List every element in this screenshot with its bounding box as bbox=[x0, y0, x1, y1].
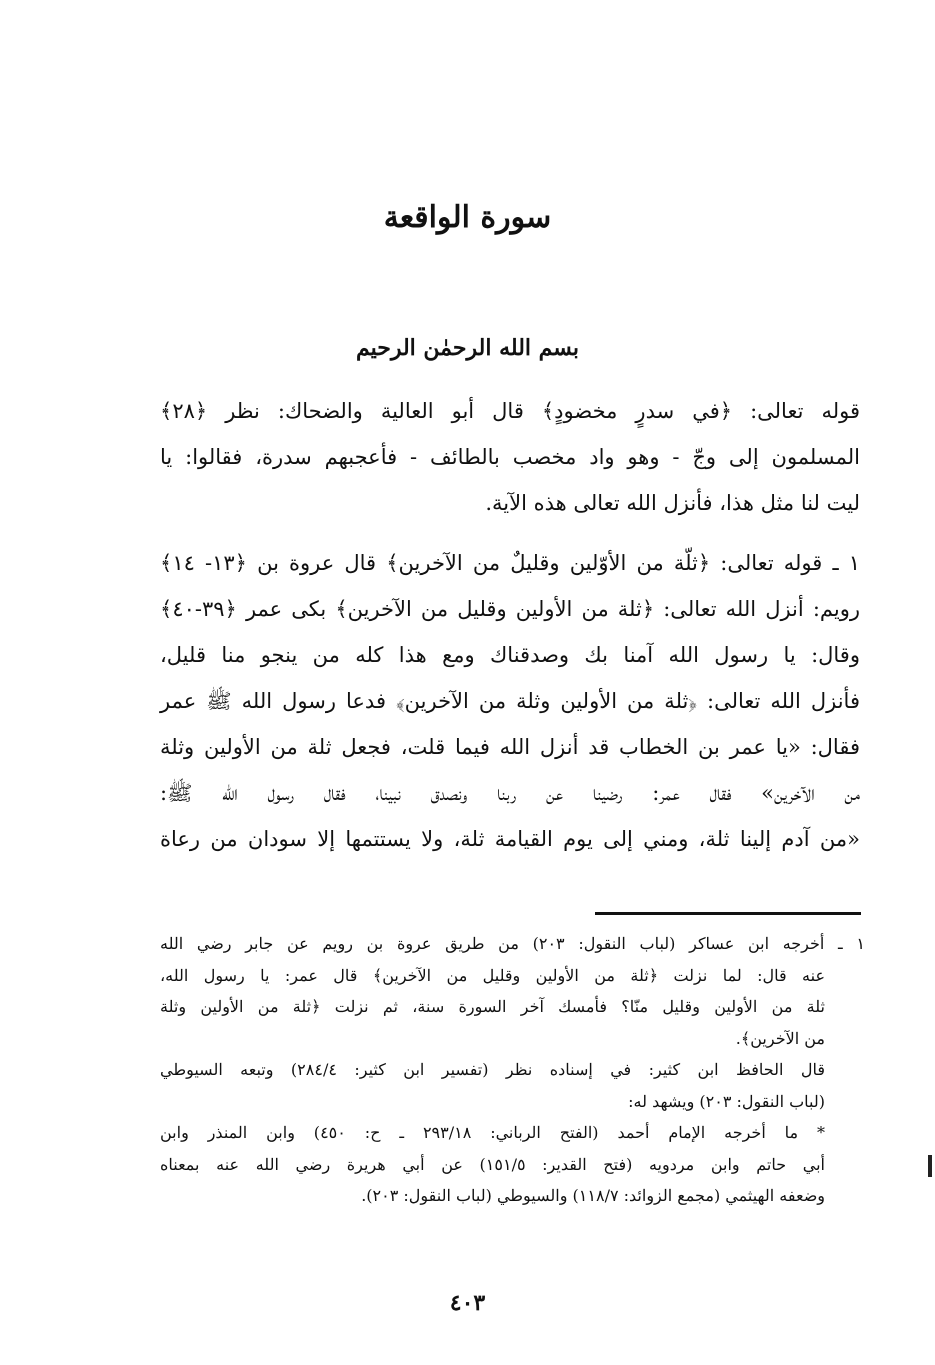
paragraph-2-line: وقال: يا رسول الله آمنا بك وصدقناك ومع هذا كله من ينجو منا قليل، bbox=[160, 643, 860, 667]
footnote-line: عنه قال: لما نزلت ﴿ثلة من الأولين وقليل من الآخرين﴾ قال عمر: يا رسول الله، bbox=[160, 965, 825, 985]
footnote-line: ثلة من الأولين وقليل منّا؟ فأمسك آخر السورة سنة، ثم نزلت ﴿ثلة من الأولين وثلة bbox=[160, 997, 825, 1016]
paragraph-1-line: المسلمون إلى وجّ - وهو واد مخصب بالطائف - فأعجبهم سدرة، فقالوا: يا bbox=[160, 445, 860, 469]
paragraph-1-line: قوله تعالى: ﴿في سدرٍ مخضودٍ﴾ قال أبو العالية والضحاك: نظر ﴿٢٨﴾ bbox=[160, 399, 860, 423]
surah-title: سورة الواقعة bbox=[383, 200, 552, 235]
paragraph-2-line: «من آدم إلينا ثلة، ومني إلى يوم القيامة ثلة، ولا يستتمها إلا سودان من رعاة bbox=[160, 827, 860, 851]
paragraph-1-line: ليت لنا مثل هذا، فأنزل الله تعالى هذه الآية. bbox=[485, 491, 860, 515]
paragraph-2-line: ١ ـ قوله تعالى: ﴿ثلّة من الأوّلين وقليلٌ من الآخرين﴾ قال عروة بن ﴿١٣- ١٤﴾ bbox=[160, 551, 860, 575]
footnote-line: قال الحافظ ابن كثير: في إسناده نظر (تفسير ابن كثير: ٢٨٤/٤) وتبعه السيوطي bbox=[160, 1060, 825, 1079]
footnotes bbox=[160, 928, 865, 1212]
paragraph-2 bbox=[160, 540, 860, 862]
footnote-line: أبي حاتم وابن مردويه (فتح القدير: ١٥١/٥) عن أبي هريرة رضي الله عنه بمعناه bbox=[160, 1154, 826, 1174]
paragraph-2-line: فأنزل الله تعالى: ﴿ثلة من الأولين وثلة من الآخرين﴾ فدعا رسول الله ﷺ عمر bbox=[160, 689, 860, 713]
paragraph-2-line: فقال: «يا عمر بن الخطاب قد أنزل الله فيما قلت، فجعل ثلة من الأولين وثلة bbox=[160, 735, 860, 759]
footnote-line: من الآخرين﴾. bbox=[735, 1028, 825, 1048]
footnote-line: (لباب النقول: ٢٠٣) ويشهد له: bbox=[628, 1091, 825, 1111]
scan-edge-mark bbox=[928, 1155, 932, 1177]
footnote-line: ١ ـ أخرجه ابن عساكر (لباب النقول: ٢٠٣) من طريق عروة بن رويم عن جابر رضي الله bbox=[160, 934, 866, 953]
paragraph-1 bbox=[160, 388, 860, 526]
paragraph-2-line: من الآخرين» فقال عمر: رضينا عن ربنا ونصدق نبينا، فقال رسول الله ﷺ: bbox=[160, 781, 860, 805]
footnote-separator bbox=[595, 912, 861, 915]
footnote-line: وضعفه الهيثمي (مجمع الزوائد: ١١٨/٧) والسيوطي (لباب النقول: ٢٠٣). bbox=[361, 1186, 825, 1205]
page-number: ٤٠٣ bbox=[449, 1290, 486, 1316]
footnote-line: * ما أخرجه الإمام أحمد (الفتح الرباني: ٢٩٣/١٨ ـ ح: ٤٥٠) وابن المنذر وابن bbox=[160, 1123, 825, 1142]
paragraph-2-line: رويم: أنزل الله تعالى: ﴿ثلة من الأولين وقليل من الآخرين﴾ بكى عمر ﴿٣٩-٤٠﴾ bbox=[160, 597, 860, 621]
basmala: بسم الله الرحمٰن الرحيم bbox=[355, 335, 580, 361]
